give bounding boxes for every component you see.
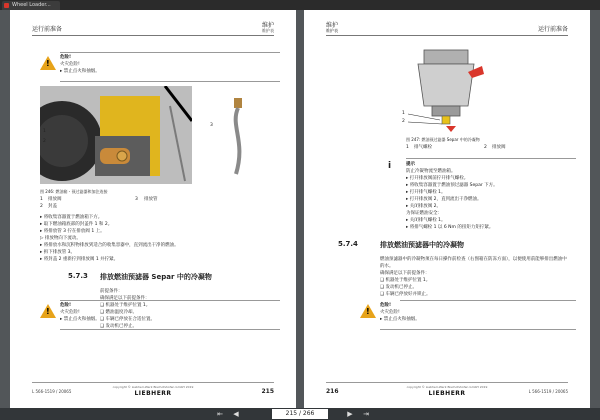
pdf-toolbar — [0, 408, 600, 420]
section-title: 排放燃油预滤器中的冷凝物 — [380, 241, 464, 249]
figure-caption: 图 247: 燃油预过滤器 Separ 中的冷凝物 — [406, 137, 480, 142]
doc-code: L 566-1519 / 20065 — [32, 389, 72, 394]
warning-triangle-icon: ! — [40, 304, 56, 318]
fuel-tank-photo — [40, 86, 192, 184]
callout-2: 2 — [43, 139, 46, 144]
warning-title: 危险! — [60, 303, 72, 308]
warning-line2: ▸ 禁止点火和抽烟。 — [60, 317, 100, 322]
page-number-input[interactable]: 215 / 266 — [272, 409, 328, 419]
section-line: ❑ 车辆已停放在合适位置。 — [100, 317, 155, 322]
step: ▸ 将封盖 2 重新拧到排放阀 1 并拧紧。 — [40, 257, 119, 262]
callout-3: 3 — [210, 123, 213, 128]
danger-warning — [40, 52, 280, 82]
note-step: ▸ 将收集容器置于燃油预过滤器 Separ 下方。 — [406, 183, 498, 188]
step: ▸ 将排放水和沉积物排放到适合的收集容器中，直到流出干净的燃油。 — [40, 243, 179, 248]
prev-page-button[interactable]: ◀ — [233, 410, 239, 418]
legend-1-num: 1 — [40, 197, 43, 202]
warning-line1: 火灾危险! — [60, 62, 80, 67]
pdf-page-right — [304, 10, 590, 408]
section-body — [380, 256, 570, 298]
pdf-page-left — [10, 10, 296, 408]
page-header — [326, 20, 568, 36]
page-footer — [326, 382, 568, 398]
section-line: ❑ 机器处于维护位置 1。 — [380, 278, 431, 283]
callout-1: 1 — [43, 129, 46, 134]
header-right: 运行前准备 — [537, 26, 568, 33]
callout-2: 2 — [402, 119, 405, 124]
note-step: ▸ 关闭排气螺栓 1。 — [406, 218, 446, 223]
note-step: ▸ 打开排放阀 2，直到流出干净燃油。 — [406, 197, 482, 202]
page-number: 216 — [326, 388, 339, 395]
warning-triangle-icon: ! — [360, 304, 376, 318]
header-left: 运行前准备 — [32, 26, 63, 33]
section-line: 确保满足以下前提条件： — [100, 296, 150, 301]
note-text: 防止冷凝物流至燃油箱。 — [406, 169, 456, 174]
header-sub: 维护表 — [262, 28, 274, 33]
legend-2-num: 2 — [40, 204, 43, 209]
note-title: 提示 — [406, 162, 415, 167]
legend-3-num: 3 — [135, 197, 138, 202]
next-page-button[interactable]: ▶ — [347, 410, 353, 418]
section-line: ❑ 发动机已停止。 — [380, 285, 417, 290]
legend-2-text: 封盖 — [48, 204, 57, 209]
warning-line1: 火灾危险! — [380, 310, 400, 315]
page-footer — [32, 382, 274, 398]
last-page-button[interactable]: ⇥ — [363, 410, 369, 418]
legend-2-text: 排放阀 — [492, 145, 506, 150]
section-line: ❑ 车辆已停放好并锁止。 — [380, 292, 431, 297]
step: ▸ 将收集容器置于燃油箱下方。 — [40, 215, 103, 220]
note-step: 为保证燃油安全： — [406, 211, 442, 216]
callout-1: 1 — [402, 111, 405, 116]
note-step: ▸ 关闭排放阀 2。 — [406, 204, 441, 209]
pdf-file-icon — [4, 3, 9, 8]
section-number: 5.7.3 — [68, 272, 88, 280]
danger-warning-2 — [40, 300, 280, 330]
drain-pipe-illustration — [206, 96, 266, 176]
page-number: 215 — [261, 388, 274, 395]
note-info-icon: i — [388, 161, 392, 171]
warning-title: 危险! — [380, 303, 392, 308]
section-title: 排放燃油预滤器 Separ 中的冷凝物 — [100, 273, 212, 281]
section-line: 燃油预滤器中的冷凝物须在每日操作前检查（右图箱在防冻方面），以便使用前能够排出燃油中的水。 — [380, 257, 567, 269]
step: ▸ 取下燃油箱底部的封盖件 1 和 2。 — [40, 222, 113, 227]
pdf-viewer[interactable] — [0, 10, 600, 408]
warning-line1: 火灾危险! — [60, 310, 80, 315]
legend-2-num: 2 — [484, 145, 487, 150]
tab-title: Wheel Loader... — [12, 2, 51, 8]
pdf-tab[interactable] — [2, 1, 60, 10]
page-header — [32, 20, 274, 36]
copyright: copyright © Liebherr-Werk Bischofshofen GmbH 2019 — [406, 385, 488, 389]
step: ▷ 排放物向下流动。 — [40, 236, 81, 241]
note-step: ▸ 将排气螺栓 1 以 6 Nm 的扭矩力矩拧紧。 — [406, 225, 494, 230]
step: ▸ 将排放管 3 拧在排放阀 1 上。 — [40, 229, 105, 234]
note-step: ▸ 打开排气螺栓 1。 — [406, 190, 446, 195]
legend-1-text: 排气螺栓 — [414, 145, 432, 150]
danger-warning — [366, 300, 576, 330]
legend-3-text: 排放管 — [144, 197, 158, 202]
header-left: 维护 — [326, 22, 339, 29]
browser-tabbar — [0, 0, 600, 10]
header-sub: 维护表 — [326, 28, 338, 33]
note-box — [388, 158, 576, 231]
legend-1-text: 排放阀 — [48, 197, 62, 202]
legend-1-num: 1 — [406, 145, 409, 150]
procedure-steps — [40, 214, 280, 263]
warning-title: 危险! — [60, 55, 72, 60]
figure-caption: 图 246: 燃油箱 - 预过滤器和加注连接 — [40, 189, 108, 194]
liebherr-logo: LIEBHERR — [134, 390, 172, 397]
liebherr-logo: LIEBHERR — [428, 390, 466, 397]
header-right: 维护 — [261, 22, 274, 29]
note-step: ▸ 打开排放阀前拧开排气螺栓。 — [406, 176, 469, 181]
section-line: ❑ 发动机已停止。 — [100, 324, 137, 329]
fuel-prefilter-illustration — [404, 44, 494, 132]
section-line: 确保满足以下前提条件： — [380, 271, 430, 276]
section-line: ❑ 机器处于维护位置 1。 — [100, 303, 151, 308]
warning-line2: ▸ 禁止点火和抽烟。 — [380, 317, 420, 322]
copyright: copyright © Liebherr-Werk Bischofshofen GmbH 2019 — [112, 385, 194, 389]
warning-triangle-icon: ! — [40, 56, 56, 70]
section-line: ❑ 燃油温度冷却。 — [100, 310, 137, 315]
step: ▸ 拆下排放管 3。 — [40, 250, 75, 255]
section-line: 前提条件： — [100, 289, 123, 294]
section-number: 5.7.4 — [338, 240, 358, 248]
doc-code: L 566-1519 / 20065 — [528, 389, 568, 394]
warning-line2: ▸ 禁止点火和抽烟。 — [60, 69, 100, 74]
first-page-button[interactable]: ⇤ — [217, 410, 223, 418]
